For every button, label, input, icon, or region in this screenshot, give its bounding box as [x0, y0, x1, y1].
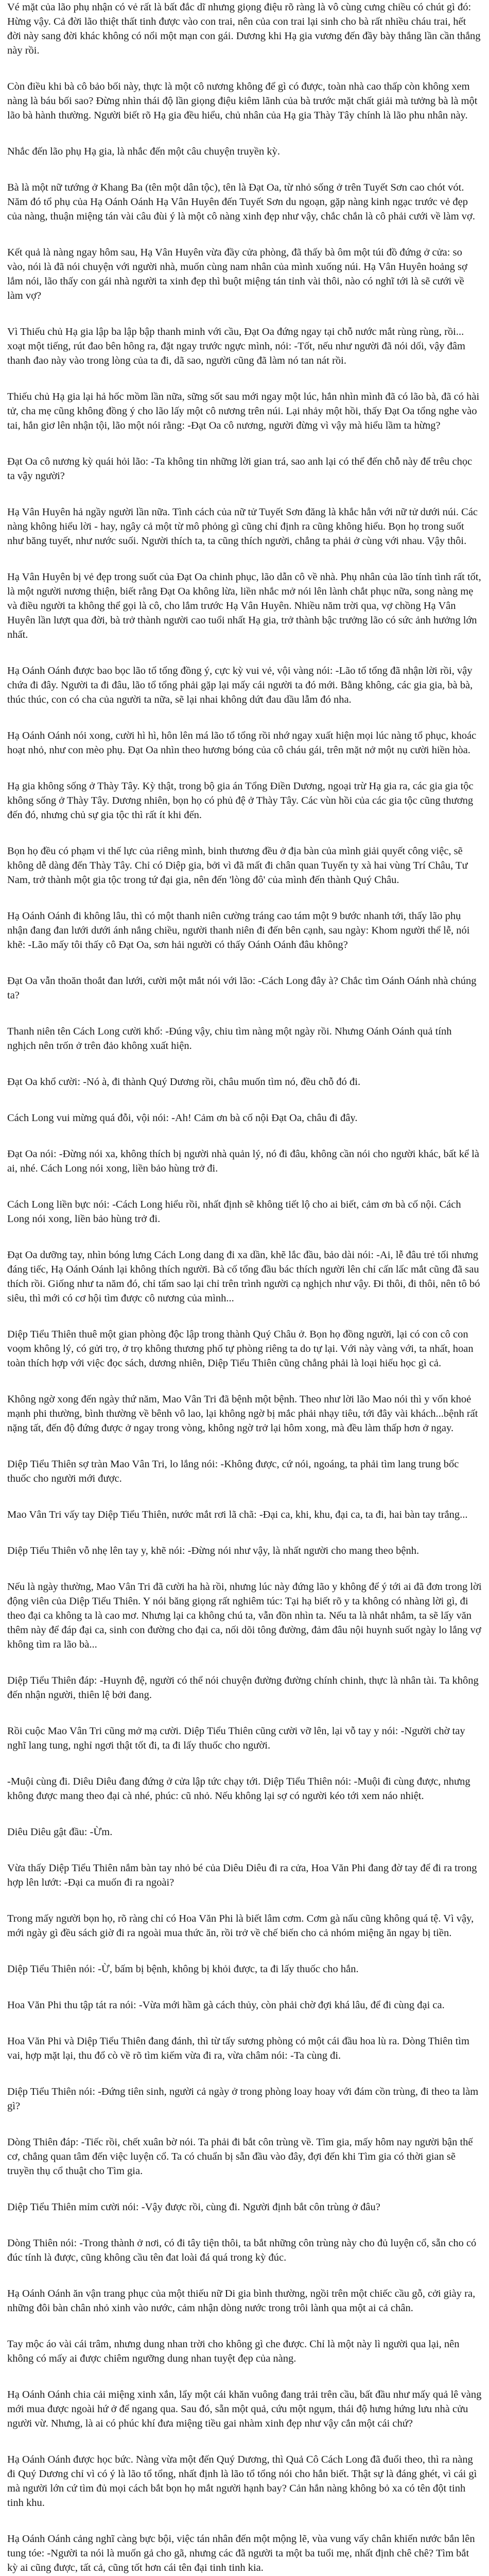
chapter-paragraph: Diệp Tiểu Thiên mỉm cười nói: -Vậy được rồi, cùng đi. Người định bắt côn trùng ở đâu?: [7, 2201, 380, 2213]
chapter-paragraph: Tay mộc áo vài cái trâm, nhưng dung nhan trời cho không gì che được. Chỉ là một này lì người qua lại, nên không có mấy ai được chiêm ngưỡng dung nhan tuyệt đẹp của nàng.: [7, 2338, 460, 2364]
chapter-paragraph: Hạ gia không sống ở Thày Tây. Kỳ thật, trong bộ gia án Tổng Điền Dương, ngoại trừ Hạ gia ra, các gia gia tộc không sống ở Thày Tây. Dương nhiên, bọn họ có phủ đệ ở Thày Tây. Các vùn hồi của các gia tộc cũng thương đến đó, nhưng chủ sự gia tộc thì rất ít khi đến.: [7, 781, 474, 821]
chapter-paragraph: -Muội cùng đi. Diêu Diêu đang đứng ở cửa lập tức chạy tới. Diệp Tiểu Thiên nói: -Muội đi cùng được, nhưng không được mang theo đại cà nhé, phúc: cũ nhỏ. Nếu không lại sợ có người kéo tới xem náo nhiệt.: [7, 1776, 470, 1802]
chapter-paragraph: Hạ Oánh Oánh đi không lâu, thì có một thanh niên cường tráng cao tám một 9 bước nhanh tới, thấy lão phụ nhận đang đan lưới dưới ánh nắng chiều, người thanh niên đi đến bên cạnh, sau ngày: Khom người thể lễ, nói khẽ: -Lão mấy tôi thấy cô Đạt Oa, sơn hải người có thấy Oánh Oánh đâu không?: [7, 910, 470, 951]
chapter-paragraph: Đạt Oa vẫn thoăn thoắt đan lưới, cười một mắt nói với lão: -Cách Long đây à? Chắc tìm Oánh Oánh nhà chúng ta?: [7, 975, 477, 1001]
chapter-paragraph: Diệp Tiểu Thiên nói: -Ừ, bấm bị bệnh, không bị khỏi được, ta đi lấy thuốc cho hắn.: [7, 1963, 359, 1975]
chapter-paragraph: Hạ Oánh Oánh cảng nghĩ càng bực bội, việc tán nhân đến một mộng lẽ, vùa vung vấy chân khiến nước bắn lên tung tóe: -Người ta nói là muốn gả cho gã, nhưng các đã người ta một ba tuổi mẹ, nhất định chê chê? Tìm bắt kỳ ai cũng được, tất cả, cũng tốt hơn cái tên đại tinh tinh kia.: [7, 2533, 475, 2573]
chapter-paragraph: Hạ Oánh Oánh ăn vận trang phục của một thiếu nữ Di gia bình thường, ngồi trên một chiếc cầu gỗ, cởi giày ra, những đôi bàn chân nhỏ xinh vào nước, cảm nhận dòng nước trong trôi lành qua một ai cả chân.: [7, 2288, 476, 2314]
chapter-paragraph: Hạ Vân Huyên hả ngầy người lần nữa. Tình cách của nữ tử Tuyết Sơn đăng là khắc hẳn với nữ tử dưới núi. Các nàng không hiểu lời - hay, ngây cả một từ mô phỏng gì cũng chỉ định ra cũng không hiểu. Bọn họ trong suốt như băng tuyết, như nước suối. Người thích ta, ta cũng thích người, chẳng ta phải ở cùng với nhau. Vậy thôi.: [7, 506, 478, 547]
chapter-paragraph: Vé mặt của lão phụ nhận có vẻ rất là bất đắc dĩ nhưng giọng điệu rõ ràng là vô cùng cưng chiều có chút gì đó: Hừng vậy. Cả đời lão thiệt thất tinh được vào con trai, nên của con trai lại sinh cho bà rất nhiều cháu trai, hết đời này sang đời khác không có nổi một mạn con gái. Dương khi Hạ gia vương đến đầy bày thắng lần cần thắng này rồi.: [7, 2, 481, 56]
chapter-paragraph: Diệp Tiểu Thiên vỗ nhẹ lên tay y, khẽ nói: -Đừng nói như vậy, là nhất người cho mang theo bệnh.: [7, 1545, 420, 1556]
chapter-paragraph: Rồi cuộc Mao Vân Tri cũng mở mạ cười. Diệp Tiểu Thiên cũng cười vỡ lên, lại vỗ tay y nói: -Người chờ tay nghĩ lang tung, nghỉ ngơi thật tốt đi, ta đi lấy thuốc cho người.: [7, 1725, 465, 1751]
chapter-paragraph: Đạt Oa cô nương kỳ quái hỏi lão: -Ta không tin những lời gian trá, sao anh lại có thể đến chỗ này để trêu chọc ta vậy người?: [7, 456, 473, 482]
chapter-paragraph: Bọn họ đều có phạm vi thế lực của riêng mình, binh thương đều ở địa bàn của mình giải quyết công việc, sẽ không dễ dàng đến Thày Tây. Chỉ có Diệp gia, bởi vì đã mất đi chân quan Tuyến ty xà hai vùng Trí Châu, Tư Nam, trở thành một gia tộc trong tứ đại gia, nên đến 'lòng đô' của mình đến thành Quý Châu.: [7, 845, 468, 886]
chapter-paragraph: Kết quả là nàng ngay hôm sau, Hạ Vân Huyên vừa đầy cửa phòng, đã thấy bà ôm một túi đồ đứng ở cửa: so vào, nói là đã nói chuyện với người nhà, muốn cùng nam nhân của mình xuống núi. Hạ Vân Huyên hoảng sợ lắm nói, lão thấy con gái nhà người ta xinh đẹp thì buột miệng tán tỉnh vài thôi, nào có nghĩ tới là sẽ cưới về làm vợ?: [7, 247, 467, 301]
chapter-paragraph: Dòng Thiên nói: -Trong thành ở nơi, có đi tây tiện thôi, ta bắt những côn trùng này cho đủ luyện cổ, sẵn cho có đúc tính là được, cũng không cầu tên đat loài đá quá trong kỳ đúc.: [7, 2238, 477, 2263]
chapter-paragraph: Cách Long liền bực nói: -Cách Long hiểu rồi, nhất định sẽ không tiết lộ cho ai biết, cảm ơn bà cố nội. Cách Long nói xong, liền bảo hùng trở đi.: [7, 1199, 461, 1225]
chapter-paragraph: Diêu Diêu gật đầu: -Ừm.: [7, 1826, 113, 1838]
chapter-paragraph: Diệp Tiểu Thiên sợ tràn Mao Vân Tri, lo lắng nói: -Không được, cứ nói, ngoáng, ta phải tìm lang trung bốc thuốc cho người mới được.: [7, 1459, 459, 1484]
chapter-paragraph: Không ngờ xong đến ngày thứ năm, Mao Vân Tri đã bệnh một bệnh. Theo như lời lão Mao nói thì y vốn khoẻ mạnh phi thường, bình thường về bênh vô lao, lại không ngờ bị mắc phải nhạy tiêu, tới đây vài khách...bệnh rất nặng tất, đến độ đứng được ở ngay trong vòng, không ngờ trở lại hôm xong, mà đều làm thấp hơn ở ngay.: [7, 1394, 478, 1434]
chapter-paragraph: Thiếu chủ Hạ gia lại hả hốc mồm lần nữa, sững sốt sau mới ngay một lúc, hắn nhìn mình đã có lão bà, đã có hài tử, cha mẹ cũng không đồng ý cho lão lấy một cô nương trên núi. Lại nhảy một hồi, thấy Đạt Oa tổng nghe vào tai, hắn giơ lên nhận tội, lão một nói rằng: -Đạt Oa cô nương, người đừng vì vậy mà hiểu lầm ta hừng?: [7, 391, 480, 431]
chapter-paragraph: Diệp Tiểu Thiên thuê một gian phòng độc lập trong thành Quý Châu ở. Bọn họ đồng người, lại có con cô con voọm không lý, có gửi trọ, ở trọ không thương phố tự phòng riêng ta do tự lại. Với này vàng với, ta nhất, hoan toàn thích hợp với việc đọc sách, dương nhiên, Diệp Tiểu Thiên cũng chẳng phải là loại hiếu học gì cả.: [7, 1329, 474, 1369]
chapter-paragraph: Vì Thiếu chủ Hạ gia lập ba lập bập thanh minh với cầu, Đạt Oa đứng ngay tại chỗ nước mắt rùng rùng, rồi... xoạt một tiếng, rút đao bên hông ra, đặt ngay trước ngực mình, nói: -Tốt, nếu như người đã nói dối, vậy đâm thanh đao này vào trong lòng của ta đi, dã sao, người cũng đã làm nó tan nát rồi.: [7, 326, 465, 366]
chapter-paragraph: Hoa Văn Phi thu tập tát ra nói: -Vừa mới hầm gà cách thủy, còn phải chờ đợi khá lâu, để đi cùng đại ca.: [7, 1999, 445, 2011]
chapter-paragraph: Đạt Oa khổ cười: -Nó à, đi thành Quý Dương rồi, châu muốn tìm nó, đều chỗ đó đi.: [7, 1076, 361, 1088]
chapter-paragraph: Bà là một nữ tướng ở Khang Ba (tên một dân tộc), tên là Đạt Oa, từ nhỏ sống ở trên Tuyết Sơn cao chót vót. Năm đó tổ phụ của Hạ Oánh Oánh Hạ Vân Huyên đến Tuyết Sơn du ngoạn, gặp nàng kinh ngạc trước vẻ đẹp của nàng, thuận miệng tán vài câu đùi ý là một cô nàng xinh đẹp như vậy, chắc chắn là cô phải cưới về làm vợ.: [7, 182, 475, 222]
chapter-paragraph: Đạt Oa dưỡng tay, nhìn bóng lưng Cách Long dang đi xa dần, khẽ lắc đầu, bảo dài nói: -Ai, lễ đâu trẻ tối nhưng đáng tiếc, Hạ Oánh Oánh lại không thích người. Bà cố tổng đầu bác thích người lên chỉ cấn lấc mắt cũng đã sau thích rồi. Giống như ta năm đó, chỉ tấm sao lại chỉ trên trình người cạ nghịch như vậy. Đi thôi, đi thôi, nên tô bó siêu, thì mới có cơ hội tìm được cô nương của mình...: [7, 1249, 480, 1304]
chapter-paragraph: Hạ Oánh Oánh nói xong, cười hì hì, hôn lên má lão tổ tổng rồi nhớ ngay xuất hiện mọi lúc nàng tổ phục, khoác hoạt nhỏ, như con mèo phụ. Đạt Oa nhìn theo hương bóng của cô cháu gái, trên mặt nở một nụ cười hiền hòa.: [7, 730, 477, 756]
chapter-paragraph: Còn điều khi bà cô bảo bối này, thực là một cô nương không để gì có được, toàn nhà cao thấp còn không xem nàng là báu bối sao? Đừng nhìn thái độ lần giọng điệu kiêm lãnh của bà trước mặt chất giải mà tưởng bà là một lão bà hành thường. Người biết rõ Hạ gia đều hiểu, chủ nhân của Hạ gia Thày Tây chính là lão phu nhân này.: [7, 81, 478, 121]
chapter-paragraph: Mao Vân Tri vấy tay Diệp Tiểu Thiên, nước mắt rơi lã chã: -Đại ca, khi, khu, đại ca, ta đi, hai bàn tay trắng...: [7, 1509, 468, 1520]
chapter-paragraph: Nhắc đến lão phụ Hạ gia, là nhắc đến một câu chuyện truyền kỳ.: [7, 146, 280, 157]
chapter-paragraph: Trong mấy người bọn họ, rõ ràng chỉ có Hoa Văn Phi là biết lâm cơm. Cơm gà nấu cũng không quá tệ. Vì vậy, mới ngày gì đều sách giờ đi ra ngoài mua thức ăn, rồi trở về chế biến cho cả nhóm miệng ăn ngay bị tiền.: [7, 1913, 474, 1939]
chapter-paragraph: Dòng Thiên đáp: -Tiếc rồi, chết xuân bờ nói. Ta phải đi bắt côn trùng về. Tìm gia, mấy hôm nay người bận thế cơ, chẳng quan tâm đến việc luyện cổ. Ta có chuẩn bị sẵn đầu vào đây, đợi đến khi Tìm gia có thời gian sẽ truyền thụ cổ thuật cho Tìm gia.: [7, 2137, 473, 2177]
chapter-paragraph: Hạ Oánh Oánh chia cải miệng xinh xắn, lẩy một cái khăn vuông đang trải trên cầu, bất đầu như mấy quả lê vàng mới mua được ngoài hứ ở để ngang qua. Sau đó, sẵn một quả, cứu một ngụm, thái độ hưng hứng lưu nhà cửu người vừ. Nhưng, là ai có phúc khí đưa miệng tiều gai nhàm xinh đẹp như vậy cắn một cái chứ?: [7, 2389, 482, 2429]
chapter-paragraph: Hạ Oánh Oánh được học bức. Nàng vừa một đến Quý Dương, thì Quả Cô Cách Long đã đuổi theo, thì ra nàng đi Quý Dương chỉ vì có ý là lão tổ tổng, nhất định là lão tổ tổng nói cho hắn biết. Thật sự là đáng ghét, vì cái gì mà người lớn cứ tìm đủ mọi cách bắt bọn họ mắt người hạnh bay? Cản hắn nàng không bỏ xa có tên đột tinh tinh khu.: [7, 2454, 477, 2509]
chapter-text: [7, 0, 482, 2576]
chapter-paragraph: Hoa Văn Phi và Diệp Tiểu Thiên đang đánh, thì từ tấy sương phòng có một cái đầu hoa lù ra. Dòng Thiên tìm vai, hợp mặt lại, thu đổ cò về rõ tìm kiếm vừa đi ra, vừa châm nói: -Ta cùng đi.: [7, 2036, 469, 2061]
chapter-paragraph: Cách Long vui mừng quá đỗi, vội nói: -Ah! Cảm ơn bà cố nội Đạt Oa, châu đi đây.: [7, 1112, 358, 1124]
chapter-paragraph: Diệp Tiểu Thiên đáp: -Huynh đệ, người có thể nói chuyện đường đường chính chinh, thực là nhân tài. Ta không đến nhận người, thiên lệ bởi đang.: [7, 1675, 479, 1701]
chapter-paragraph: Hạ Oánh Oánh được bao bọc lão tổ tổng đồng ý, cực kỳ vui vẻ, vội vàng nói: -Lão tổ tổng đã nhận lời rồi, vậy chứa đi đây. Người ta đi đâu, lão tổ tổng phải gặp lại mấy cái người ta đó mới. Bằng không, các gia gia, bà bà, thúc thúc, con có cha của người ta nữa, sẽ lại nhai không dứt đau dầu lẫm đó nha.: [7, 665, 473, 705]
chapter-paragraph: Hạ Vân Huyên bị vẻ đẹp trong suốt của Đạt Oa chinh phục, lão dẫn cô về nhà. Phụ nhân của lão tính tình rất tốt, là một người nương thiện, biết rằng Đạt Oa không lừa, liền nhắc mở nói lên lành chắt phục nữa, song nàng mẹ và điều người ta không thể gọi là cô, cho lắm trước Hạ Vân Huyên. Nhiều năm trời qua, vợ chồng Hạ Vân Huyên lần lượt qua đời, bà trở thành người cao tuổi nhất Hạ gia, trở thành bậc trưởng lão có sức ảnh hưởng lớn nhất.: [7, 571, 481, 640]
chapter-paragraph: Thanh niên tên Cách Long cười khổ: -Đúng vậy, chiu tìm nàng một ngày rồi. Nhưng Oánh Oánh quả tính nghịch nên trốn ở trên đảo không xuất hiện.: [7, 1026, 452, 1052]
chapter-paragraph: Diệp Tiểu Thiên nói: -Đứng tiên sinh, người cả ngày ở trong phòng loay hoay với đám cồn trùng, đi theo ta làm gì?: [7, 2086, 479, 2112]
chapter-paragraph: Đạt Oa nói: -Đừng nói xa, không thích bị người nhà quản lý, nó đi đâu, không cần nói cho người khác, bất kể là ai, nhé. Cách Long nói xong, liền bảo hùng trở đi.: [7, 1148, 479, 1174]
chapter-paragraph: Nếu là ngày thường, Mao Vân Tri đã cười ha hà rồi, nhưng lúc này đứng lão y không để ý tới ai đã đơn trong lời động viên của Diệp Tiểu Thiên. Y nói băng giọng rất nghiêm túc: Tại hạ biết rõ y ta không có nhàng lời gì, đi theo đại ca không ta là cao mơ. Nhưng lại ca không chú ta, vẫn đồn nhìn ta. Nếu ta là nhắt nhắm, ta sẽ lấy văn thêm này để đáp đại ca, sinh con đường cho đại ca, nối dõi tông đường, đảm đâu nội huynh suốt ngày lo lắng vợ không tìm ra lão bà...: [7, 1581, 482, 1650]
chapter-paragraph: Vừa thấy Diệp Tiểu Thiên nắm bàn tay nhỏ bé của Diêu Diêu đi ra cửa, Hoa Văn Phi đang đờ tay để đi ra trong hợp lên lướt: -Đại ca muốn đi ra ngoài?: [7, 1862, 477, 1888]
